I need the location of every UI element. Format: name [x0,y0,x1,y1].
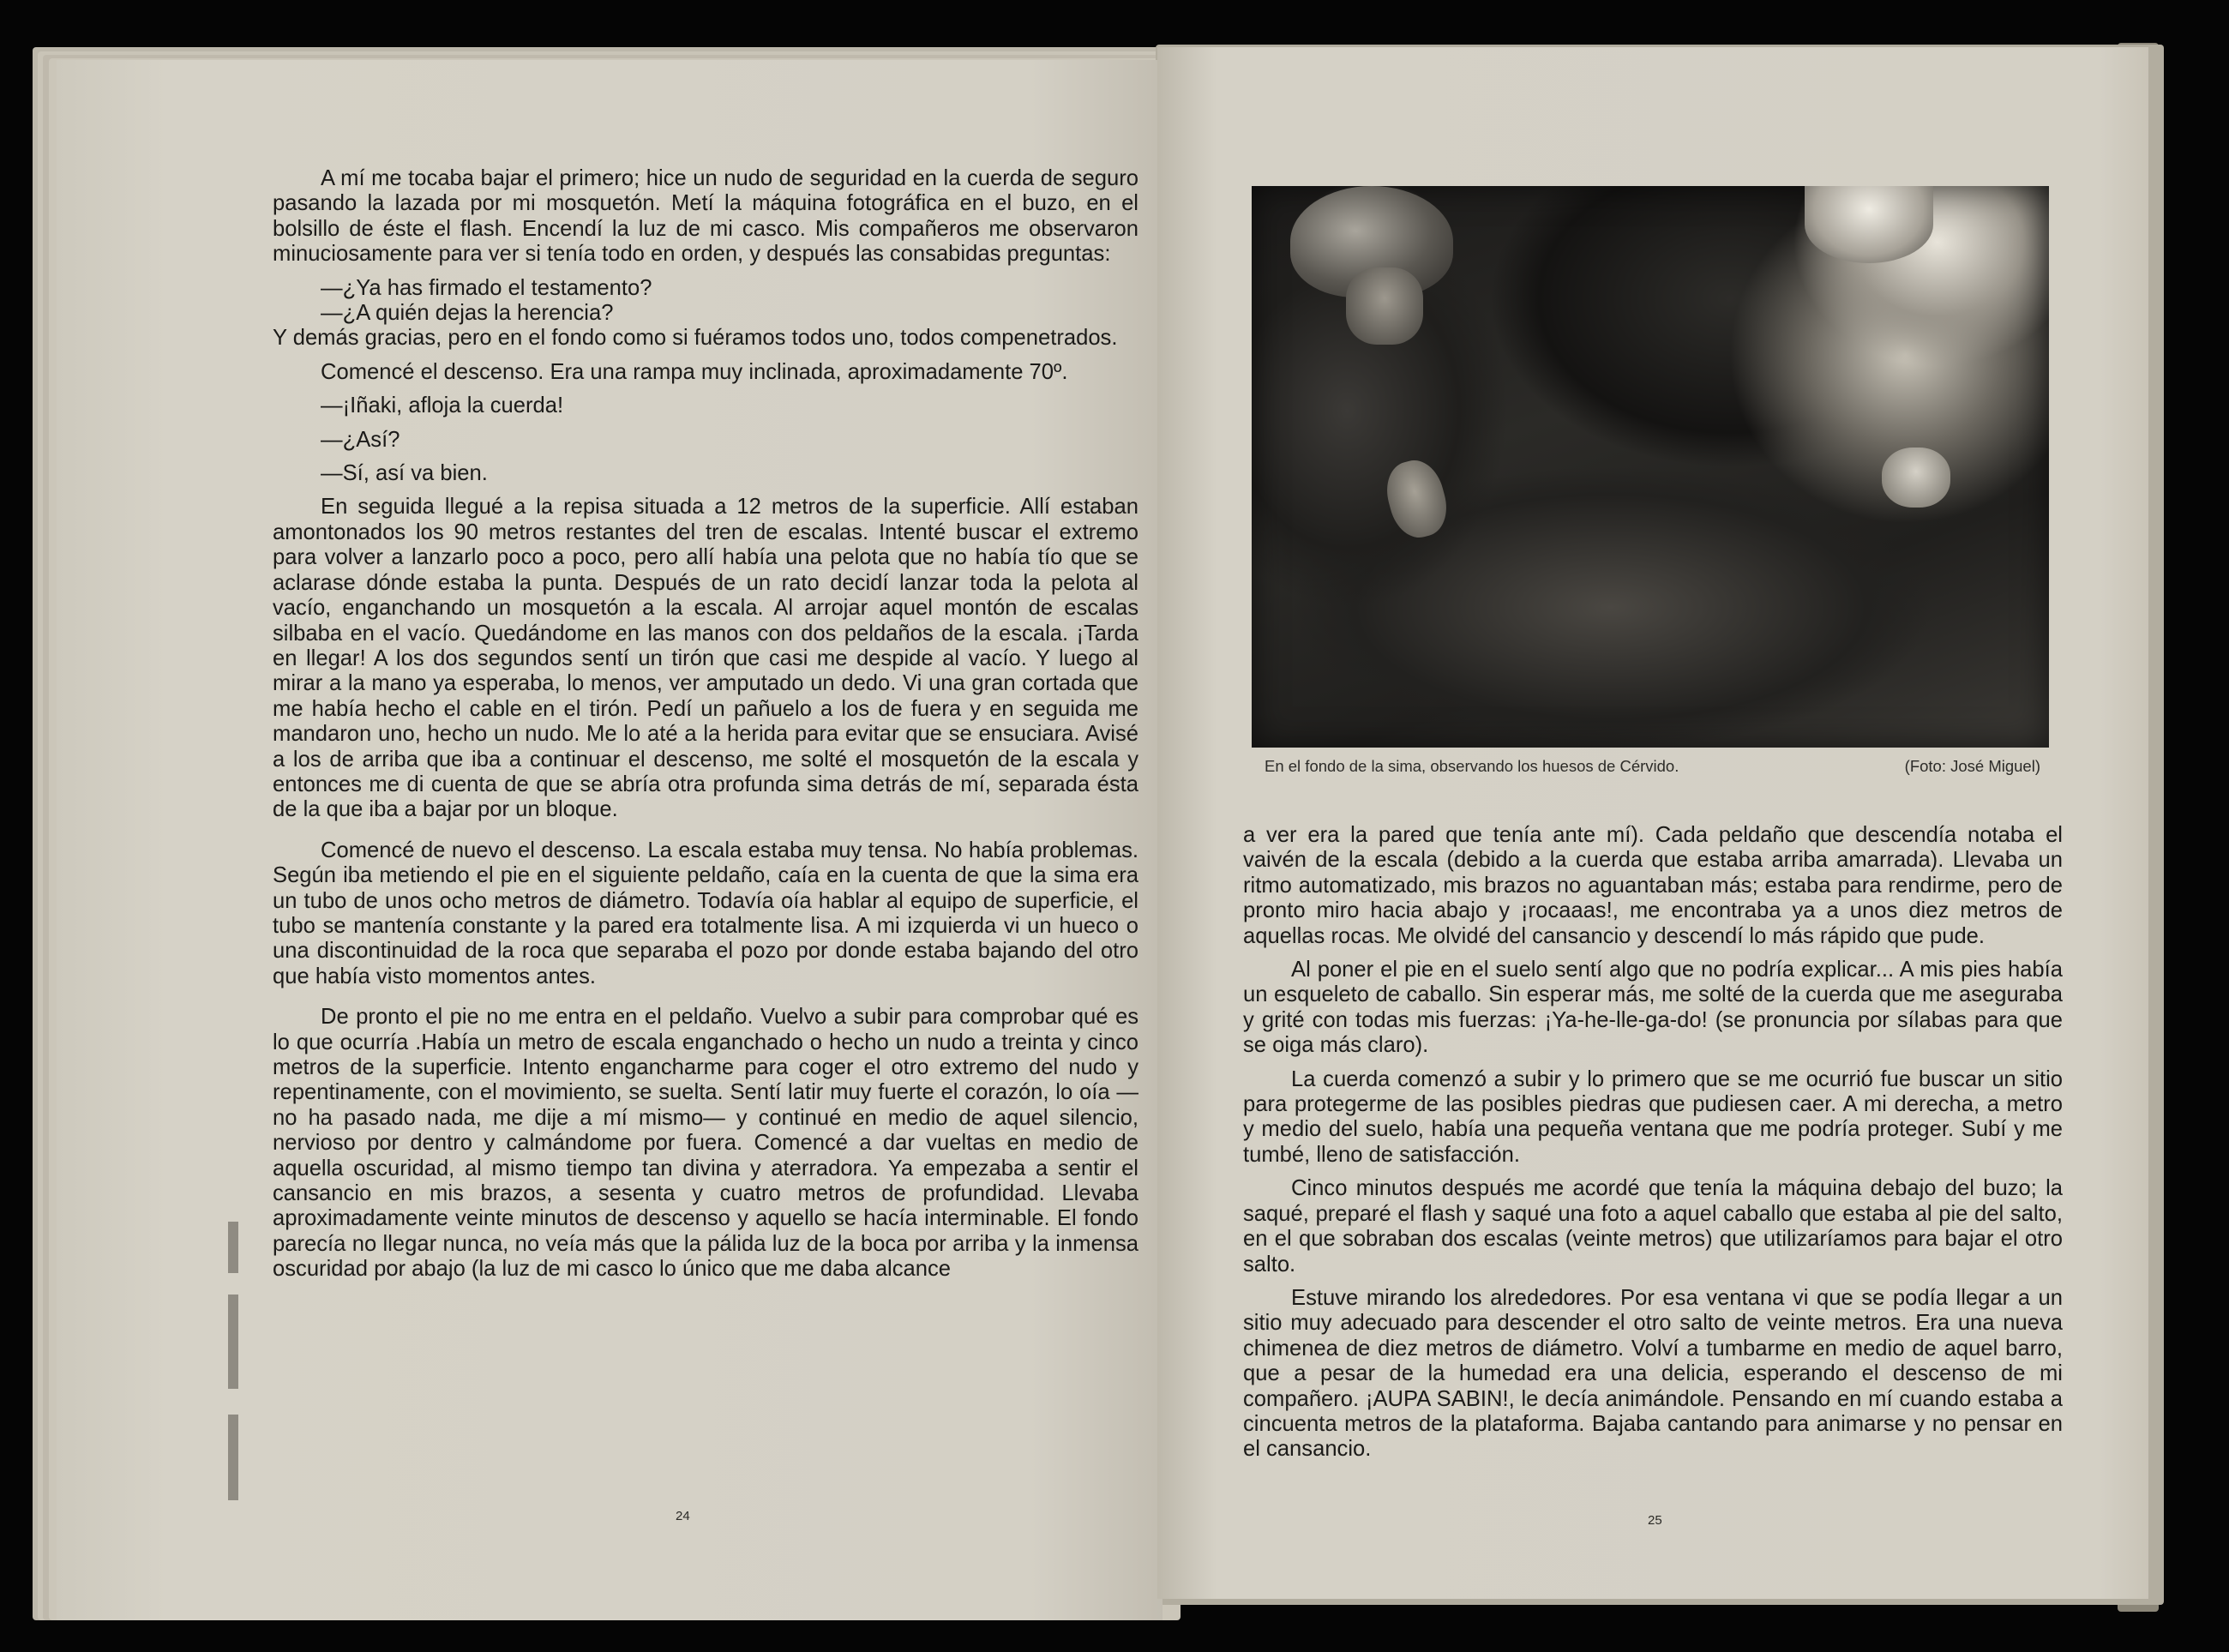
paragraph: Comencé el descenso. Era una rampa muy inclinada, aproximadamente 70º. [321,359,1068,384]
paragraph: Comencé de nuevo el descenso. La escala estaba muy tensa. No había problemas. Según iba metiendo el pie en el siguiente peldaño, caía en la cuenta de que la sima era un tubo de unos ocho metros de diámetro. Todavía oía hablar al equipo de superficie, el tubo se mantenía constante y la pared era totalmente lisa. A mi izquierda vi un hueco o una discontinuidad de la roca que separaba el pozo por donde estaba bajando del otro que había visto momentos antes. [273,838,1139,988]
tab-marker [228,1222,238,1273]
cave-photo [1252,186,2049,748]
photo-caption-row [1265,757,2040,776]
paragraph: —¿Ya has firmado el testamento? [321,275,652,300]
tab-marker [228,1295,238,1389]
right-page-text [1243,823,2063,1463]
paragraph: Estuve mirando los alrededores. Por esa ventana vi que se podía llegar a un sitio muy adecuado para descender el otro salto de veinte metros. Era una nueva chimenea de diez metros de diámetro. Volví a tumbarme en medio de aquel barro, que a pesar de la humedad era una delicia, esperando el descenso de mi compañero. ¡AUPA SABIN!, le decía animándole. Pensando en mí cuando estaba a cincuenta metros de la plataforma. Bajaba cantando para animarse y no pensar en el cansancio. [1243,1285,2063,1462]
paragraph: La cuerda comenzó a subir y lo primero que se me ocurrió fue buscar un sitio para protegerme de las posibles piedras que pudiesen caer. A mi derecha, a metro y medio del suelo, había una pequeña ventana que me podría proteger. Subí y me tumbé, lleno de satisfacción. [1243,1066,2063,1167]
paragraph: De pronto el pie no me entra en el peldaño. Vuelvo a subir para comprobar qué es lo que ocurría .Había un metro de escala enganchado o hecho un nudo a treinta y cinco metros de la superficie. Intento engancharme para coger el otro extremo del nudo y repentinamente, con el movimiento, se suelta. Sentí latir muy fuerte el corazón, lo oía —no ha pasado nada, me dije a mí mismo— y continué en medio de aquel silencio, nervioso por dentro y calmándome por fuera. Comencé a dar vueltas en medio de aquella oscuridad, al mismo tiempo tan divina y aterradora. Ya empezaba a sentir el cansancio en mis brazos, a sesenta y cuatro metros de profundidad. Llevaba aproximadamente veinte minutos de descenso y aquello se hacía interminable. El fondo parecía no llegar nunca, no veía más que la pálida luz de la boca por arriba y la inmensa oscuridad por abajo (la luz de mi casco lo único que me daba alcance [273,1005,1139,1282]
paragraph: —¿A quién dejas la herencia? [321,301,614,326]
paragraph: En seguida llegué a la repisa situada a 12 metros de la superficie. Allí estaban amontonados los 90 metros restantes del tren de escalas. Intenté buscar el extremo para volver a lanzarlo poco a poco, pero allí había una pelota que no había tío que se aclarase dónde estaba la punta. Después de un rato decidí lanzar toda la pelota al vacío, enganchando un mosquetón a la escala. Al arrojar aquel montón de escalas silbaba en el vacío. Quedándome en las manos con dos peldaños de la escala. ¡Tarda en llegar! A los dos segundos sentí un tirón que casi me despide al vacío. Y luego al mirar a la mano ya esperaba, lo menos, ver amputado un dedo. Vi una gran cortada que me había hecho el cable en el tirón. Pedí un pañuelo a los de fuera y en seguida me mandaron uno, hecho un nudo. Me lo até a la herida para evitar que se ensuciara. Avisé a los de arriba que iba a continuar el descenso, me solté el mosquetón de la escala y entonces me di cuenta de que se abría otra profunda sima detrás de mí, separada ésta de la que iba a bajar por un bloque. [273,495,1139,822]
paragraph: Cinco minutos después me acordé que tenía la máquina debajo del buzo; la saqué, preparé el flash y saqué una foto a aquel caballo que estaba al pie del salto, en el que sobraban dos escalas (veinte metros) que utilizaríamos para bajar el otro salto. [1243,1176,2063,1277]
page-number: 24 [676,1509,690,1523]
tab-marker [228,1415,238,1500]
face-figure [1346,267,1423,345]
left-page [57,60,1163,1620]
page-number: 25 [1648,1513,1662,1528]
paragraph: —Sí, así va bien. [321,461,488,486]
photo-caption: En el fondo de la sima, observando los huesos de Cérvido. [1265,757,1679,775]
paragraph: —¿Así? [321,427,400,452]
paragraph: Y demás gracias, pero en el fondo como si fuéramos todos uno, todos compenetrados. [273,326,1118,351]
paragraph: a ver era la pared que tenía ante mí). Cada peldaño que descendía notaba el vaivén de la escala (debido a la cuerda que estaba arriba amarrada). Llevaba un ritmo automatizado, mis brazos no aguantaban más; estaba para rendirme, pero de pronto miro hacia abajo y ¡rocaaas!, me encontraba ya a unos diez metros de aquellas rocas. Me olvidé del cansancio y descendí lo más rápido que pude. [1243,823,2063,948]
paragraph: —¡Iñaki, afloja la cuerda! [321,393,564,418]
paragraph: A mí me tocaba bajar el primero; hice un nudo de seguridad en la cuerda de seguro pasando la lazada por mi mosquetón. Metí la máquina fotográfica en el buzo, en el bolsillo de éste el flash. Encendí la luz de mi casco. Mis compañeros me observaron minuciosamente para ver si tenía todo en orden, y después las consabidas preguntas: [273,166,1139,267]
helmet-figure [1805,186,1933,263]
left-page-text [273,166,1139,1283]
hand-figure [1379,454,1453,544]
paragraph: Al poner el pie en el suelo sentí algo que no podría explicar... A mis pies había un esqueleto de caballo. Sin esperar más, me solté de la cuerda que me aseguraba y grité con todas mis fuerzas: ¡Ya-he-lle-ga-do! (se pronuncia por sílabas para que se oiga más claro). [1243,958,2063,1058]
hand-figure [1882,448,1950,508]
right-page [1157,47,2148,1599]
photo-credit: (Foto: José Miguel) [1904,757,2040,775]
